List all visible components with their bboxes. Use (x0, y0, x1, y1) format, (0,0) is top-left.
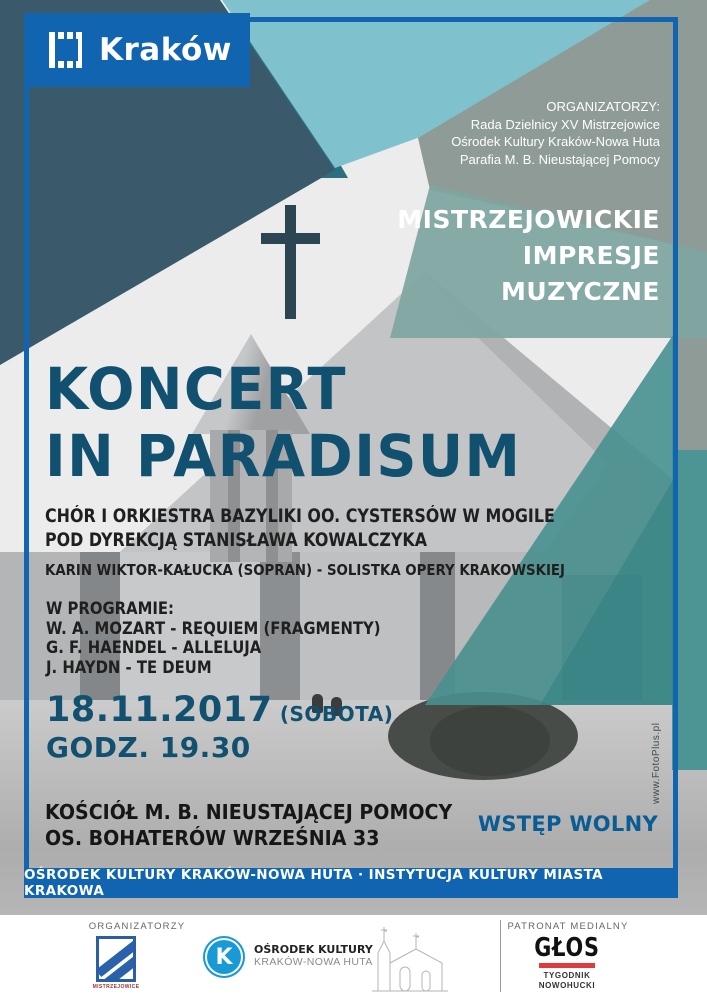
date-line (46, 690, 393, 730)
performers-block (45, 505, 555, 553)
venue-line: OS. BOHATERÓW WRZEŚNIA 33 (45, 826, 380, 850)
event-time: GODZ. 19.30 (46, 731, 251, 764)
mistrzejowice-logo-caption: MISTRZEJOWICE (92, 984, 140, 990)
photo-credit: www.FotoPlus.pl (651, 722, 662, 804)
event-date: 18.11.2017 (46, 690, 273, 730)
soloist-line: KARIN WIKTOR-KAŁUCKA (SOPRAN) - SOLISTKA OPERY KRAKOWSKIEJ (45, 561, 565, 579)
organizers-line: Ośrodek Kultury Kraków-Nowa Huta (451, 134, 660, 149)
osrodek-kultury-subname: KRAKÓW-NOWA HUTA (254, 956, 373, 968)
footer-divider (500, 920, 501, 992)
footer-patronage-label: PATRONAT MEDIALNY (507, 921, 629, 932)
program-item: J. HAYDN - TE DEUM (46, 657, 212, 677)
glos-logo (526, 935, 608, 990)
program-item: W. A. MOZART - REQUIEM (FRAGMENTY) (46, 618, 381, 638)
krakow-logo-text: Kraków (99, 32, 232, 68)
title-line: KONCERT (45, 355, 347, 423)
footer (0, 915, 707, 1000)
glos-logo-sub2: NOWOHUCKI (538, 980, 596, 990)
osrodek-kultury-name: OŚRODEK KULTURY (254, 943, 373, 956)
organizers-block (451, 98, 660, 168)
glos-logo-red-bar (539, 963, 595, 968)
organizers-line: Parafia M. B. Nieustającej Pomocy (459, 151, 660, 167)
admission-label: WSTĘP WOLNY (477, 812, 658, 836)
event-day: (SOBOTA) (272, 702, 394, 726)
cross-icon (261, 233, 320, 244)
mistrzejowice-logo (96, 936, 136, 982)
footer-organizers-label: ORGANIZATORZY (88, 921, 186, 932)
church-sketch-icon (370, 923, 450, 993)
performers-line: POD DYREKCJĄ STANISŁAWA KOWALCZYKA (45, 530, 428, 551)
poster-title (45, 356, 521, 490)
venue-block (45, 799, 452, 851)
krakow-logo-icon (49, 32, 85, 68)
series-line: MISTRZEJOWICKIE (397, 205, 660, 234)
bottom-bar (24, 868, 678, 898)
osrodek-kultury-text (254, 943, 373, 969)
bottom-bar-text: OŚRODEK KULTURY KRAKÓW-NOWA HUTA · INSTYTUCJA KULTURY MIASTA KRAKOWA (24, 867, 604, 899)
krakow-logo (25, 13, 250, 87)
program-item: G. F. HAENDEL - ALLELUJA (46, 638, 262, 657)
series-line: IMPRESJE (522, 241, 660, 270)
photo-bush-shadow (430, 706, 550, 776)
organizers-line: Rada Dzielnicy XV Mistrzejowice (470, 116, 660, 132)
title-line: IN PARADISUM (45, 422, 522, 490)
glos-logo-sub1: TYGODNIK (543, 971, 591, 980)
program-title: W PROGRAMIE: (46, 599, 174, 618)
venue-line: KOŚCIÓŁ M. B. NIEUSTAJĄCEJ POMOCY (45, 800, 453, 824)
glos-logo-name: GŁOS (534, 933, 600, 963)
organizers-title: ORGANIZATORZY: (546, 99, 660, 114)
osrodek-kultury-logo: K (203, 936, 245, 978)
performers-line: CHÓR I ORKIESTRA BAZYLIKI OO. CYSTERSÓW W MOGILE (45, 506, 555, 527)
series-line: MUZYCZNE (501, 277, 660, 306)
program-block (46, 599, 381, 677)
frame-left-border (24, 17, 29, 873)
cross-icon (285, 205, 296, 319)
event-series (397, 202, 660, 310)
frame-right-border (673, 17, 678, 873)
